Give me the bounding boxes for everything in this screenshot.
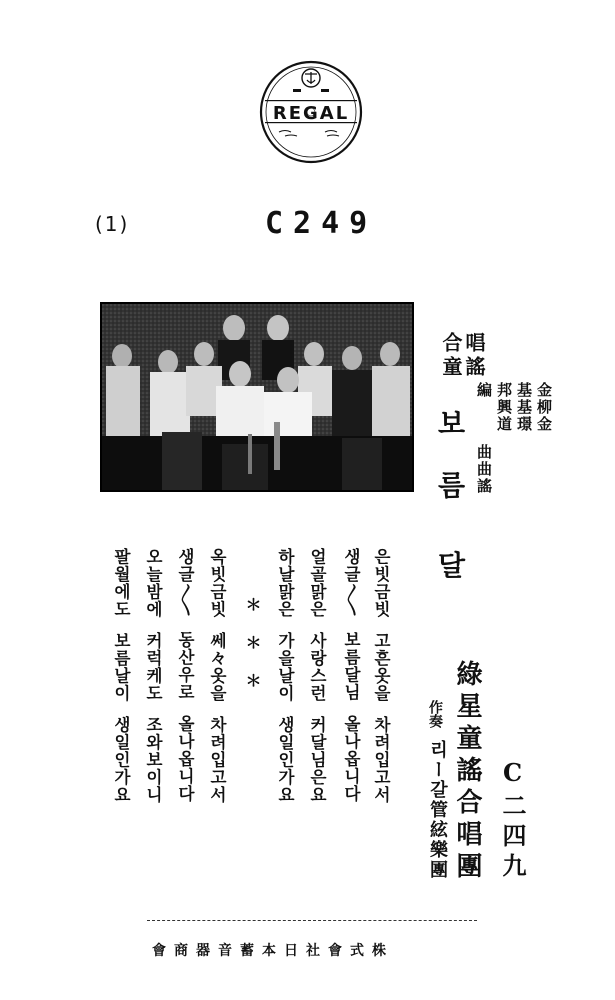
- lyric-line: 하날맑은가을날이생일인가요: [275, 548, 295, 804]
- song-title-char: 달: [438, 549, 466, 582]
- verse-separator: ＊＊＊: [243, 596, 262, 710]
- genre-label-line2: 唱謠: [462, 332, 486, 380]
- regal-logo: [257, 58, 365, 166]
- lyric-line: 옥빗금빗쎄々옷을차려입고서: [207, 548, 227, 804]
- lyric-line: 은빗금빗고흔옷을차려입고서: [371, 548, 391, 804]
- accompaniment-name: 리ー갈管絃樂團: [427, 740, 448, 880]
- genre-label-line1: 合童: [439, 332, 463, 380]
- page-number: (1): [95, 212, 130, 236]
- credit-column: 邦興道: [495, 382, 513, 433]
- company-name: 株式會社日本蓄音器商會: [152, 943, 394, 959]
- catalog-number: C249: [265, 206, 378, 241]
- catalog-number-vertical: C二四九: [498, 758, 527, 883]
- lyric-line: 오늘밤에커럭케도조와보이니: [143, 548, 163, 804]
- footer-divider: [147, 920, 477, 921]
- credit-column: 曲曲謠: [475, 444, 493, 495]
- song-title-char: 보: [438, 407, 466, 440]
- lyric-line: 얼골맑은사랑스런커달님은요: [307, 548, 327, 804]
- choir-photo: [100, 302, 414, 492]
- credit-column: 金柳金: [535, 382, 553, 433]
- song-title-char: 름: [438, 469, 466, 502]
- logo-brand-text: REGAL: [272, 103, 350, 124]
- lyric-line: 팔월에도보름날이생일인가요: [111, 548, 131, 804]
- credit-column: 基基璟: [515, 382, 533, 433]
- performer-group: 綠星童謠合唱團: [452, 660, 482, 884]
- lyric-line: 생글〱동산우로올나옵니다: [175, 548, 195, 803]
- credit-column: 編: [475, 382, 493, 399]
- accompaniment-label: 作奏: [427, 700, 443, 728]
- lyric-line: 생글〱보름달님올나옵니다: [341, 548, 361, 803]
